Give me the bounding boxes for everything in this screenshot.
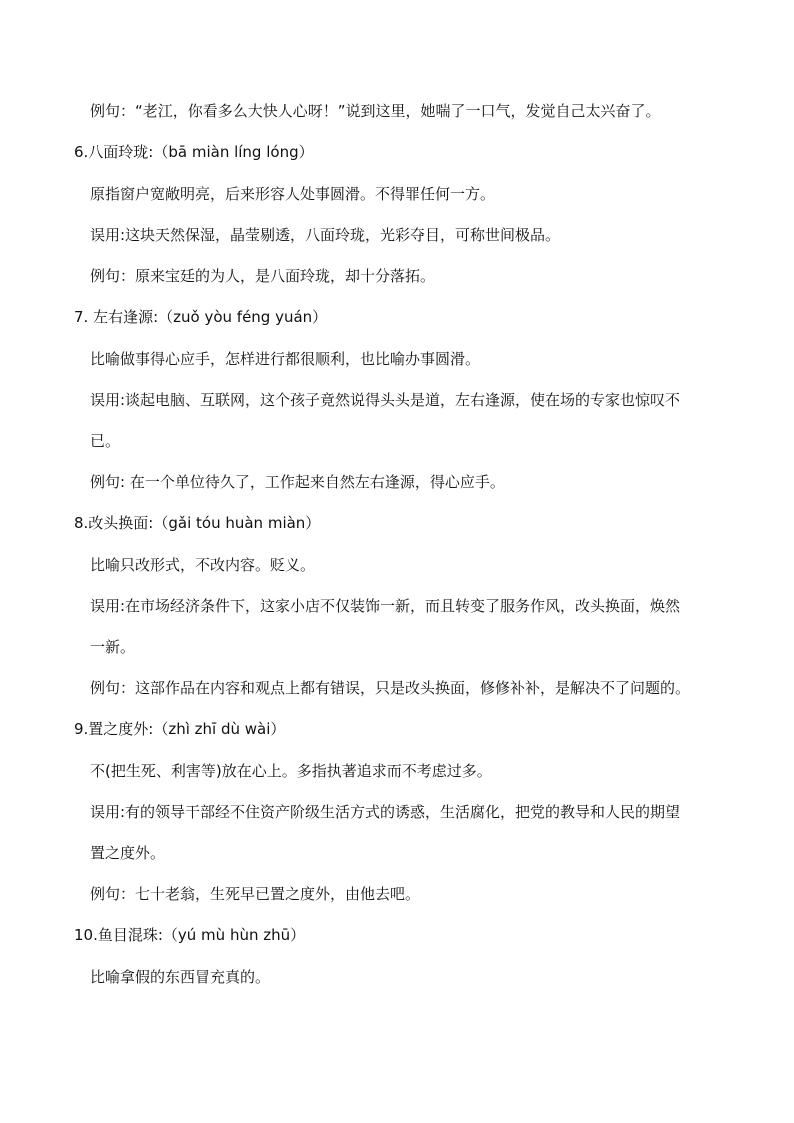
misuse-sentence-continued: 置之度外。: [90, 844, 166, 862]
example-sentence: 例句：原来宝廷的为人，是八面玲珑，却十分落拓。: [90, 267, 436, 285]
definition: 原指窗户宽敞明亮，后来形容人处事圆滑。不得罪任何一方。: [90, 185, 496, 203]
example-sentence: 例句：七十老翁，生死早已置之度外，由他去吧。: [90, 885, 421, 903]
example-sentence: 例句：这部作品在内容和观点上都有错误，只是改头换面，修修补补，是解决不了问题的。: [90, 679, 691, 697]
misuse-sentence: 误用:谈起电脑、互联网，这个孩子竟然说得头头是道，左右逢源，使在场的专家也惊叹不: [90, 391, 681, 409]
misuse-sentence: 误用:有的领导干部经不住资产阶级生活方式的诱惑，生活腐化，把党的教导和人民的期望: [90, 803, 681, 821]
idiom-heading: 8.改头换面:（gǎi tóu huàn miàn）: [74, 514, 321, 532]
idiom-heading: 7. 左右逢源:（zuǒ yòu féng yuán）: [74, 308, 328, 326]
example-sentence: 例句：“老江，你看多么大快人心呀！”说到这里，她喘了一口气，发觉自己太兴奋了。: [90, 102, 661, 120]
definition: 不(把生死、利害等)放在心上。多指执著追求而不考虑过多。: [90, 762, 492, 780]
idiom-heading: 10.鱼目混珠:（yú mù hùn zhū）: [74, 926, 306, 944]
idiom-heading: 9.置之度外:（zhì zhī dù wài）: [74, 720, 286, 738]
idiom-heading: 6.八面玲珑:（bā miàn líng lóng）: [74, 143, 314, 161]
definition: 比喻只改形式，不改内容。贬义。: [90, 556, 316, 574]
example-sentence: 例句: 在一个单位待久了，工作起来自然左右逢源，得心应手。: [90, 473, 505, 491]
misuse-sentence: 误用:这块天然保湿，晶莹剔透，八面玲珑，光彩夺目，可称世间极品。: [90, 226, 561, 244]
definition: 比喻拿假的东西冒充真的。: [90, 968, 271, 986]
misuse-sentence-continued: 已。: [90, 432, 121, 450]
misuse-sentence-continued: 一新。: [90, 638, 136, 656]
misuse-sentence: 误用:在市场经济条件下，这家小店不仅装饰一新，而且转变了服务作风，改头换面，焕然: [90, 597, 681, 615]
definition: 比喻做事得心应手，怎样进行都很顺利，也比喻办事圆滑。: [90, 350, 481, 368]
